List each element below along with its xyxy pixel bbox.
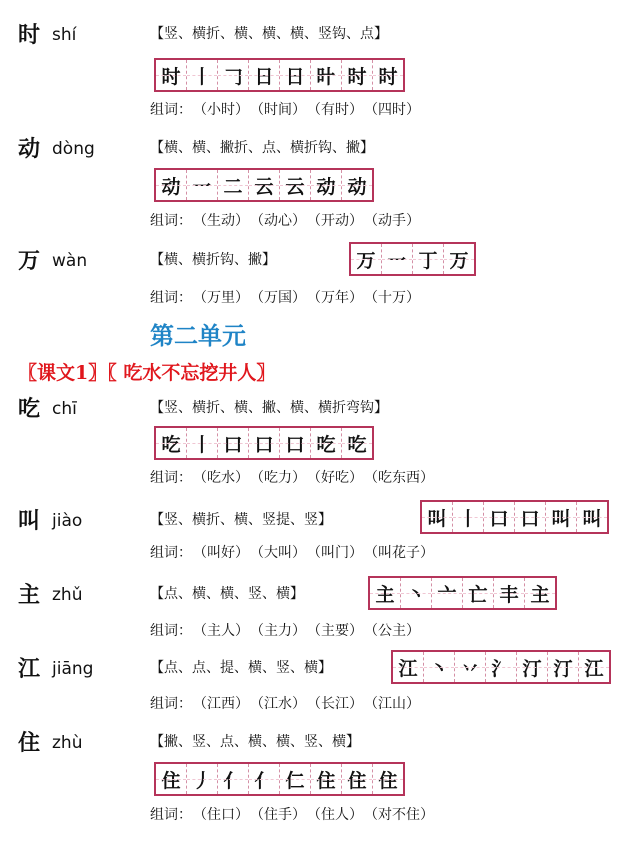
stroke-step: 口 <box>249 428 280 458</box>
character: 动 <box>18 136 41 162</box>
pinyin: jiāng <box>52 659 94 679</box>
stroke-step: 江 <box>393 652 424 682</box>
word-item: （叫花子） <box>371 545 434 561</box>
stroke-step: 主 <box>525 578 555 608</box>
stroke-step: 住 <box>342 764 373 794</box>
stroke-step: 仁 <box>280 764 311 794</box>
word-item: （江水） <box>257 696 306 712</box>
word-item: （开动） <box>314 213 363 229</box>
lesson-title: 〖课文1〗〖 吃水不忘挖井人〗 <box>18 362 276 384</box>
word-item: （万里） <box>200 290 249 306</box>
pinyin: shí <box>52 25 77 45</box>
stroke-step: 丶 <box>424 652 455 682</box>
stroke-step: 口 <box>484 502 515 532</box>
word-item: （生动） <box>200 213 249 229</box>
word-item: （动心） <box>257 213 306 229</box>
stroke-step: 汀 <box>548 652 579 682</box>
stroke-step: 丰 <box>494 578 525 608</box>
word-item: （对不住） <box>371 807 434 823</box>
stroke-step: 叫 <box>577 502 607 532</box>
stroke-step: 亻 <box>249 764 280 794</box>
character: 万 <box>18 248 41 274</box>
stroke-step: 亡 <box>463 578 494 608</box>
word-item: （主人） <box>200 623 249 639</box>
word-item: （吃东西） <box>371 470 434 486</box>
word-group <box>150 805 442 825</box>
word-group <box>150 543 442 563</box>
stroke-step: 丿 <box>187 764 218 794</box>
word-group <box>150 288 428 308</box>
stroke-grid <box>154 58 405 92</box>
word-group-label: 组词： <box>150 623 192 639</box>
stroke-grid <box>420 500 609 534</box>
stroke-step: 𠃌 <box>218 60 249 90</box>
stroke-order: 【点、点、提、横、竖、横】 <box>150 660 332 676</box>
word-item: （四时） <box>371 102 420 118</box>
stroke-step: 旪 <box>311 60 342 90</box>
stroke-order: 【横、横折钩、撇】 <box>150 252 276 268</box>
stroke-step: 动 <box>156 170 187 200</box>
character: 江 <box>18 656 41 682</box>
character: 住 <box>18 730 41 756</box>
stroke-step: 时 <box>342 60 373 90</box>
word-item: （有时） <box>314 102 363 118</box>
stroke-step: 叫 <box>422 502 453 532</box>
unit-title: 第二单元 <box>150 321 246 350</box>
stroke-step: 住 <box>156 764 187 794</box>
stroke-step: 主 <box>370 578 401 608</box>
word-group-label: 组词： <box>150 807 192 823</box>
word-group-label: 组词： <box>150 102 192 118</box>
character: 叫 <box>18 508 41 534</box>
pinyin: zhǔ <box>52 585 83 605</box>
stroke-step: 丷 <box>455 652 486 682</box>
stroke-step: 吃 <box>156 428 187 458</box>
word-item: （万国） <box>257 290 306 306</box>
word-group <box>150 468 442 488</box>
pinyin: wàn <box>52 251 88 271</box>
stroke-step: 丨 <box>187 60 218 90</box>
stroke-step: 丨 <box>187 428 218 458</box>
word-item: （大叫） <box>257 545 306 561</box>
word-item: （住手） <box>257 807 306 823</box>
word-item: （万年） <box>314 290 363 306</box>
stroke-grid <box>349 242 476 276</box>
word-item: （住口） <box>200 807 249 823</box>
stroke-step: 动 <box>342 170 372 200</box>
stroke-grid <box>154 426 374 460</box>
word-group-label: 组词： <box>150 213 192 229</box>
pinyin: dòng <box>52 139 95 159</box>
stroke-step: 云 <box>249 170 280 200</box>
word-item: （吃水） <box>200 470 249 486</box>
stroke-step: 云 <box>280 170 311 200</box>
word-group-label: 组词： <box>150 470 192 486</box>
character: 吃 <box>18 396 41 422</box>
stroke-step: 日 <box>280 60 311 90</box>
word-group <box>150 621 428 641</box>
stroke-step: 氵 <box>486 652 517 682</box>
stroke-order: 【竖、横折、横、横、横、竖钩、点】 <box>150 26 388 42</box>
character: 时 <box>18 22 41 48</box>
word-item: （主要） <box>314 623 363 639</box>
stroke-step: 叫 <box>546 502 577 532</box>
word-item: （叫门） <box>314 545 363 561</box>
word-item: （好吃） <box>314 470 363 486</box>
word-item: （住人） <box>314 807 363 823</box>
word-item: （主力） <box>257 623 306 639</box>
word-item: （公主） <box>371 623 420 639</box>
word-group <box>150 694 428 714</box>
word-item: （十万） <box>371 290 420 306</box>
stroke-step: 住 <box>311 764 342 794</box>
stroke-step: 口 <box>218 428 249 458</box>
stroke-step: 江 <box>579 652 609 682</box>
word-group-label: 组词： <box>150 545 192 561</box>
stroke-grid <box>368 576 557 610</box>
stroke-step: 时 <box>373 60 403 90</box>
word-group <box>150 100 428 120</box>
stroke-step: 吃 <box>342 428 372 458</box>
stroke-step: 日 <box>249 60 280 90</box>
stroke-step: 亻 <box>218 764 249 794</box>
stroke-step: 丶 <box>401 578 432 608</box>
stroke-order: 【竖、横折、横、竖提、竖】 <box>150 512 332 528</box>
word-item: （叫好） <box>200 545 249 561</box>
pinyin: jiào <box>52 511 83 531</box>
word-group-label: 组词： <box>150 696 192 712</box>
stroke-grid <box>154 168 374 202</box>
stroke-step: 丨 <box>453 502 484 532</box>
stroke-step: 动 <box>311 170 342 200</box>
word-item: （江西） <box>200 696 249 712</box>
word-group-label: 组词： <box>150 290 192 306</box>
stroke-order: 【撇、竖、点、横、横、竖、横】 <box>150 734 360 750</box>
stroke-step: 汀 <box>517 652 548 682</box>
stroke-step: 吃 <box>311 428 342 458</box>
stroke-step: 口 <box>515 502 546 532</box>
pinyin: chī <box>52 399 77 419</box>
stroke-step: 一 <box>382 244 413 274</box>
word-item: （吃力） <box>257 470 306 486</box>
stroke-step: 万 <box>444 244 474 274</box>
word-item: （小时） <box>200 102 249 118</box>
stroke-grid <box>391 650 611 684</box>
stroke-step: 时 <box>156 60 187 90</box>
word-item: （动手） <box>371 213 420 229</box>
word-item: （长江） <box>314 696 363 712</box>
stroke-order: 【横、横、撇折、点、横折钩、撇】 <box>150 140 374 156</box>
word-item: （时间） <box>257 102 306 118</box>
stroke-step: 口 <box>280 428 311 458</box>
character: 主 <box>18 582 41 608</box>
stroke-grid <box>154 762 405 796</box>
stroke-step: 丁 <box>413 244 444 274</box>
stroke-step: 万 <box>351 244 382 274</box>
stroke-step: 二 <box>218 170 249 200</box>
word-group <box>150 211 428 231</box>
stroke-step: 住 <box>373 764 403 794</box>
pinyin: zhù <box>52 733 83 753</box>
stroke-order: 【点、横、横、竖、横】 <box>150 586 304 602</box>
stroke-order: 【竖、横折、横、撇、横、横折弯钩】 <box>150 400 388 416</box>
stroke-step: 亠 <box>432 578 463 608</box>
stroke-step: 一 <box>187 170 218 200</box>
word-item: （江山） <box>371 696 420 712</box>
